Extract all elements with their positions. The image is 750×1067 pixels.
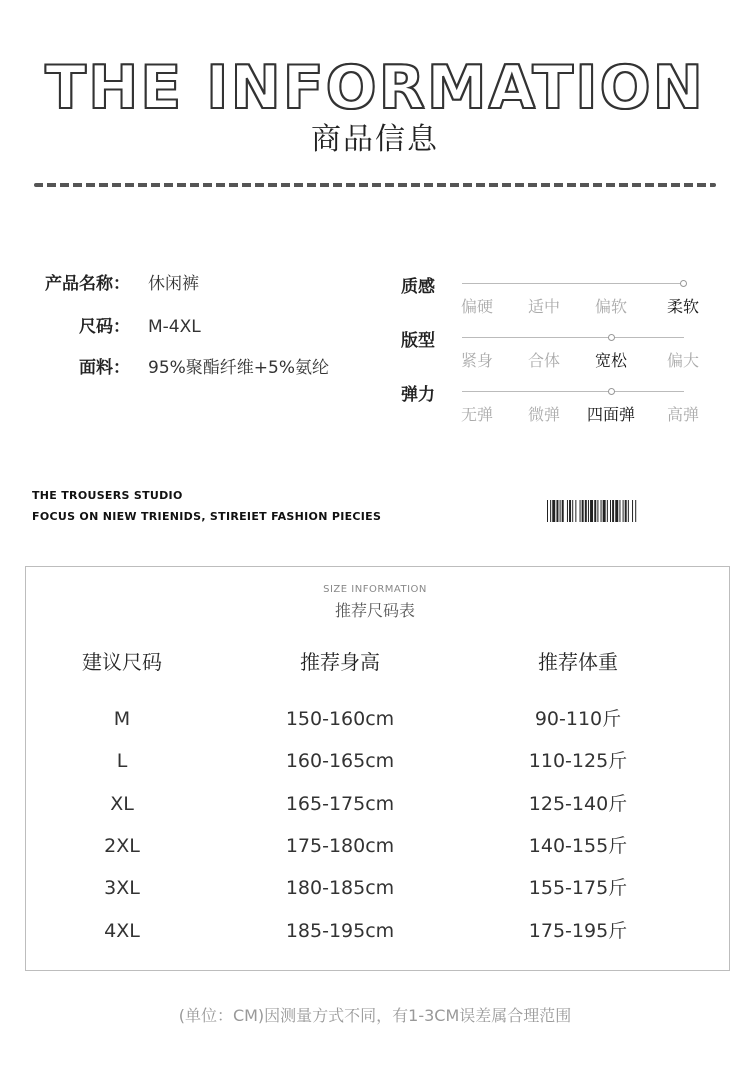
rating-marker-icon — [608, 334, 615, 341]
rating-label: 质感 — [401, 277, 435, 297]
rating-option: 无弹 — [460, 405, 493, 424]
rating-option: 高弹 — [666, 405, 699, 424]
rating-marker-icon — [680, 280, 687, 287]
info-label: 面料： — [79, 358, 130, 378]
table-cell: 90-110斤 — [534, 708, 622, 730]
rating-label: 弹力 — [401, 385, 435, 405]
rating-track — [462, 391, 684, 392]
table-cell: M — [113, 708, 131, 730]
rating-option: 偏硬 — [460, 297, 493, 316]
table-header-weight: 推荐体重 — [538, 650, 618, 674]
title-cn: 商品信息 — [311, 122, 439, 157]
info-row-size — [40, 313, 370, 341]
info-row-fabric — [40, 354, 370, 382]
info-row-name — [40, 270, 370, 298]
rating-option: 合体 — [527, 351, 560, 370]
studio-tagline: FOCUS ON NIEW TRIENIDS, STIREIET FASHION PIECIES — [32, 510, 382, 523]
rating-option: 宽松 — [594, 351, 627, 370]
rating-option: 紧身 — [460, 351, 493, 370]
title-en: THE INFORMATION — [45, 53, 705, 123]
table-cell: 155-175斤 — [528, 877, 628, 899]
info-value: 休闲裤 — [148, 274, 199, 294]
info-value: 95%聚酯纤维+5%氨纶 — [148, 358, 329, 378]
size-subtitle-cn: 推荐尺码表 — [334, 601, 415, 620]
dashed-divider — [34, 183, 716, 187]
table-cell: 125-140斤 — [528, 793, 628, 815]
info-label: 尺码： — [79, 317, 130, 337]
rating-label: 版型 — [401, 331, 435, 351]
table-cell: 175-180cm — [285, 835, 395, 857]
rating-track — [462, 283, 684, 284]
table-cell: 165-175cm — [285, 793, 395, 815]
measurement-note: (单位：CM)因测量方式不同，有1-3CM误差属合理范围 — [178, 1006, 572, 1025]
table-cell: 180-185cm — [285, 877, 395, 899]
rating-option: 四面弹 — [586, 405, 635, 424]
info-value: M-4XL — [148, 317, 201, 337]
size-subtitle-en: SIZE INFORMATION — [323, 584, 427, 595]
rating-option: 微弹 — [527, 405, 560, 424]
rating-marker-icon — [608, 388, 615, 395]
table-cell: L — [116, 750, 128, 772]
table-cell: 110-125斤 — [528, 750, 628, 772]
table-cell: 175-195斤 — [528, 920, 628, 942]
barcode-icon — [547, 500, 722, 522]
table-cell: 185-195cm — [285, 920, 395, 942]
table-cell: 3XL — [104, 877, 140, 899]
table-cell: 2XL — [104, 835, 140, 857]
rating-option: 柔软 — [666, 297, 699, 316]
rating-option: 偏大 — [666, 351, 699, 370]
table-header-height: 推荐身高 — [300, 650, 380, 674]
table-cell: 140-155斤 — [528, 835, 628, 857]
info-label: 产品名称： — [45, 274, 130, 294]
table-cell: 160-165cm — [285, 750, 395, 772]
studio-name: THE TROUSERS STUDIO — [32, 489, 183, 502]
rating-track — [462, 337, 684, 338]
table-cell: XL — [110, 793, 134, 815]
table-cell: 4XL — [104, 920, 140, 942]
rating-option: 偏软 — [594, 297, 627, 316]
table-cell: 150-160cm — [285, 708, 395, 730]
rating-option: 适中 — [527, 297, 560, 316]
table-header-size: 建议尺码 — [82, 650, 162, 674]
